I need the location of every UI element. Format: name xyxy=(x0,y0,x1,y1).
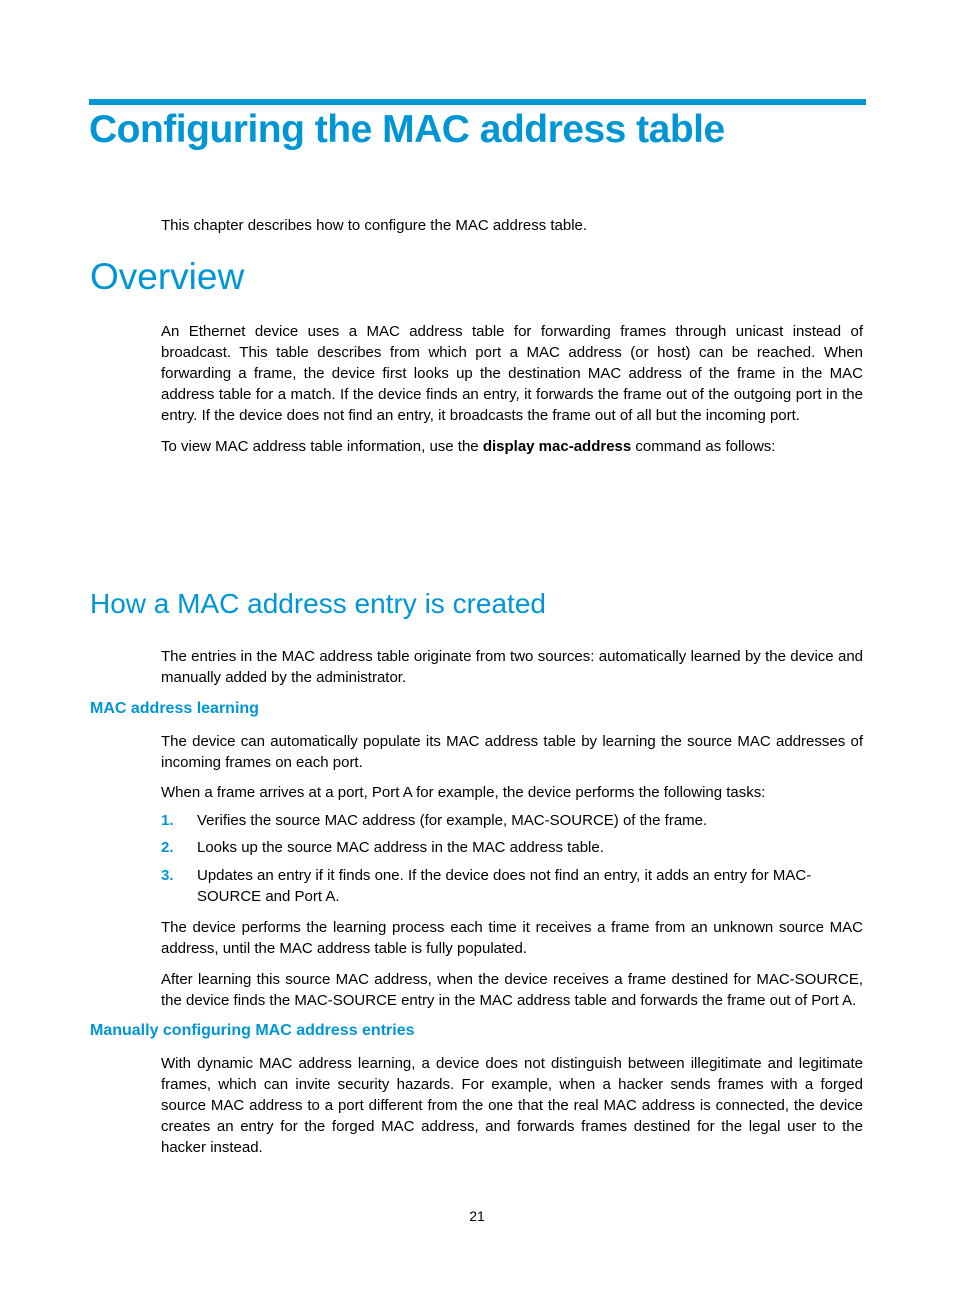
list-item-number: 2. xyxy=(161,839,174,856)
list-item-text: Updates an entry if it finds one. If the device does not find an entry, it adds an entry for MAC-SOURCE and Port A. xyxy=(197,867,812,905)
chapter-title-rule xyxy=(89,99,866,105)
list-item-number: 3. xyxy=(161,867,174,884)
overview-heading: Overview xyxy=(90,256,245,297)
overview-paragraph: An Ethernet device uses a MAC address table for forwarding frames through unicast instead of broadcast. This table describes from which port a MAC address (or host) can be reached. When forwarding a frame, the device first looks up the destination MAC address of the frame in the MAC address table for a match. If the device finds an entry, it forwards the frame out of the outgoing port in the entry. If the device does not find an entry, it broadcasts the frame out of all but the incoming port. xyxy=(161,323,863,424)
page-number: 21 xyxy=(469,1208,485,1224)
overview-command-paragraph xyxy=(161,436,863,457)
mac-learning-paragraph-1: The device can automatically populate its MAC address table by learning the source MAC addresses of incoming frames on each port. xyxy=(161,733,863,771)
manual-config-heading: Manually configuring MAC address entries xyxy=(90,1022,415,1039)
manual-config-paragraph: With dynamic MAC address learning, a device does not distinguish between illegitimate and legitimate frames, which can invite security hazards. For example, when a hacker sends frames with a forged source MAC address to a port different from the one that the real MAC address is connected, the device creates an entry for the forged MAC address, and forwards frames destined for the legal user to the hacker instead. xyxy=(161,1055,863,1156)
command-text-after: command as follows: xyxy=(631,438,776,455)
mac-learning-paragraph-2: When a frame arrives at a port, Port A for example, the device performs the following tasks: xyxy=(161,784,766,801)
mac-learning-paragraph-3: The device performs the learning process each time it receives a frame from an unknown source MAC address, until the MAC address table is fully populated. xyxy=(161,919,863,957)
mac-learning-paragraph-4: After learning this source MAC address, when the device receives a frame destined for MAC-SOURCE, the device finds the MAC-SOURCE entry in the MAC address table and forwards the frame out of Port A. xyxy=(161,971,863,1009)
how-created-heading: How a MAC address entry is created xyxy=(90,588,546,619)
list-item-text: Looks up the source MAC address in the MAC address table. xyxy=(197,839,604,856)
list-item-number: 1. xyxy=(161,812,174,829)
command-text-before: To view MAC address table information, use the xyxy=(161,438,483,455)
how-created-paragraph: The entries in the MAC address table originate from two sources: automatically learned by the device and manually added by the administrator. xyxy=(161,648,863,686)
list-item-text: Verifies the source MAC address (for example, MAC-SOURCE) of the frame. xyxy=(197,812,708,829)
display-mac-address-command: display mac-address xyxy=(482,438,632,455)
chapter-intro: This chapter describes how to configure the MAC address table. xyxy=(161,217,588,234)
mac-learning-heading: MAC address learning xyxy=(90,700,259,717)
chapter-title: Configuring the MAC address table xyxy=(89,108,725,151)
